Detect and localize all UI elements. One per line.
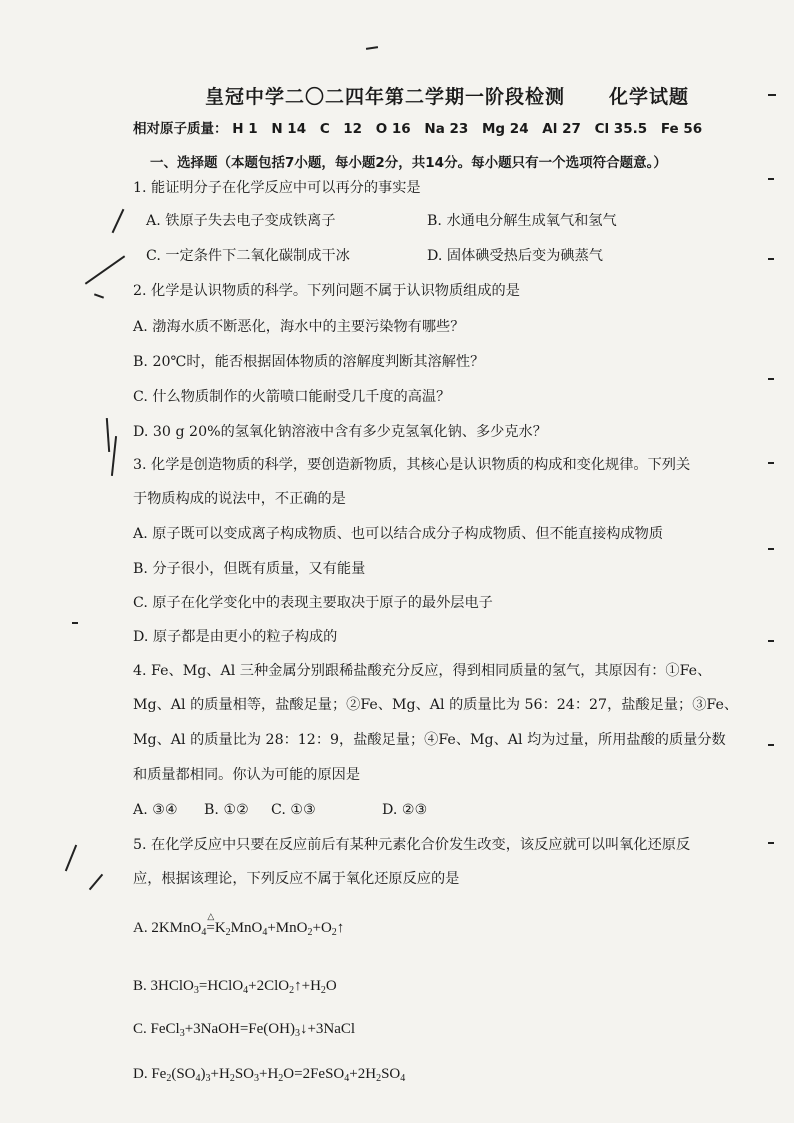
- question-2-option-a: A. 渤海水质不断恶化，海水中的主要污染物有哪些？: [133, 319, 465, 335]
- question-4-option-a: A. ③④: [133, 802, 178, 818]
- atomic-mass-item: Al 27: [542, 121, 581, 137]
- option-label: D.: [133, 1066, 148, 1082]
- question-4-option-d: D. ②③: [382, 802, 428, 818]
- question-3-stem-line1: 3. 化学是创造物质的科学，要创造新物质，其核心是认识物质的构成和变化规律。下列关: [133, 457, 691, 473]
- pen-mark: [65, 845, 77, 872]
- option-label: C.: [133, 1021, 147, 1037]
- question-5-stem-line1: 5. 在化学反应中只要在反应前后有某种元素化合价发生改变，该反应就可以叫氧化还原反: [133, 837, 691, 853]
- school-title: 皇冠中学二〇二四年第二学期一阶段检测: [205, 86, 566, 108]
- edge-mark: [768, 178, 774, 180]
- option-label: B.: [133, 978, 147, 994]
- question-3-option-d: D. 原子都是由更小的粒子构成的: [133, 629, 338, 645]
- atomic-mass-item: Fe 56: [660, 121, 703, 137]
- question-5-option-b: B. $3HClO_3=HClO_4+2ClO_2↑+H_2O$: [133, 978, 337, 996]
- question-2-option-c: C. 什么物质制作的火箭喷口能耐受几千度的高温？: [133, 389, 451, 405]
- edge-mark: [768, 94, 776, 96]
- question-3-stem-line2: 于物质构成的说法中，不正确的是: [133, 491, 346, 507]
- question-2-option-b: B. 20℃时，能否根据固体物质的溶解度判断其溶解性？: [133, 354, 485, 370]
- atomic-mass-item: Cl 35.5: [594, 121, 648, 137]
- atomic-mass-item: C 12: [319, 121, 363, 137]
- pen-mark: [112, 209, 125, 233]
- pen-mark: [106, 418, 110, 452]
- question-5-option-d: D. $Fe_2(SO_4)_3+H_2SO_3+H_2O=2FeSO_4+2H_2SO_4$: [133, 1066, 406, 1084]
- option-label: A.: [133, 920, 148, 936]
- pen-mark: [111, 436, 117, 476]
- atomic-mass-label: 相对原子质量：: [133, 121, 228, 137]
- pen-mark: [85, 255, 125, 284]
- edge-mark: [768, 548, 774, 550]
- question-1-option-c: C. 一定条件下二氧化碳制成干冰: [146, 248, 350, 264]
- question-2-option-d: D. 30 g 20%的氢氧化钠溶液中含有多少克氢氧化钠、多少克水？: [133, 424, 547, 440]
- question-1-option-d: D. 固体碘受热后变为碘蒸气: [427, 248, 603, 264]
- question-2-stem: 2. 化学是认识物质的科学。下列问题不属于认识物质组成的是: [133, 283, 520, 299]
- edge-mark: [768, 462, 774, 464]
- question-4-stem-line1: 4. Fe、Mg、Al 三种金属分别跟稀盐酸充分反应，得到相同质量的氢气，其原因有：①Fe、: [133, 663, 712, 679]
- question-5-option-c: C. $FeCl_3+3NaOH=Fe(OH)_3↓+3NaCl$: [133, 1021, 356, 1039]
- question-5-stem-line2: 应，根据该理论，下列反应不属于氧化还原反应的是: [133, 871, 460, 887]
- exam-title: [205, 82, 689, 109]
- pen-mark: [94, 293, 104, 298]
- question-4-stem-line2: Mg、Al 的质量相等，盐酸足量；②Fe、Mg、Al 的质量比为 56：24：27，盐酸足量；③Fe、: [133, 697, 739, 713]
- atomic-mass-item: H 1: [232, 121, 258, 137]
- question-1-stem: 1. 能证明分子在化学反应中可以再分的事实是: [133, 180, 421, 196]
- edge-mark: [768, 842, 774, 844]
- edge-mark: [768, 640, 774, 642]
- subject-title: 化学试题: [609, 86, 690, 108]
- question-3-option-c: C. 原子在化学变化中的表现主要取决于原子的最外层电子: [133, 595, 493, 611]
- atomic-mass-item: Mg 24: [482, 121, 529, 137]
- heat-equals-symbol: △ =: [206, 911, 215, 936]
- question-3-option-a: A. 原子既可以变成离子构成物质、也可以结合成分子构成物质、但不能直接构成物质: [133, 526, 664, 542]
- pen-mark: [89, 874, 103, 891]
- question-5-option-a: A. 2KMnO$_4$ △ $=K_2MnO_4+MnO_2+O_2↑$: [133, 911, 345, 938]
- question-4-stem-line4: 和质量都相同。你认为可能的原因是: [133, 767, 361, 783]
- question-1-option-a: A. 铁原子失去电子变成铁离子: [146, 213, 336, 229]
- edge-mark: [768, 378, 774, 380]
- atomic-mass-item: Na 23: [424, 121, 469, 137]
- edge-mark: [768, 744, 774, 746]
- pen-mark: [72, 622, 78, 624]
- section-heading: 一、选择题（本题包括7小题，每小题2分，共14分。每小题只有一个选项符合题意。）: [150, 155, 667, 171]
- question-3-option-b: B. 分子很小，但既有质量，又有能量: [133, 561, 366, 577]
- question-4-option-b: B. ①②: [204, 802, 249, 818]
- pen-mark: [366, 46, 378, 50]
- question-4-option-c: C. ①③: [271, 802, 316, 818]
- atomic-mass-line: [133, 117, 711, 137]
- question-4-stem-line3: Mg、Al 的质量比为 28：12：9，盐酸足量；④Fe、Mg、Al 均为过量，所用盐酸的质量分数: [133, 732, 726, 748]
- edge-mark: [768, 258, 774, 260]
- question-1-option-b: B. 水通电分解生成氧气和氢气: [427, 213, 617, 229]
- atomic-mass-item: N 14: [271, 121, 307, 137]
- atomic-mass-item: O 16: [375, 121, 411, 137]
